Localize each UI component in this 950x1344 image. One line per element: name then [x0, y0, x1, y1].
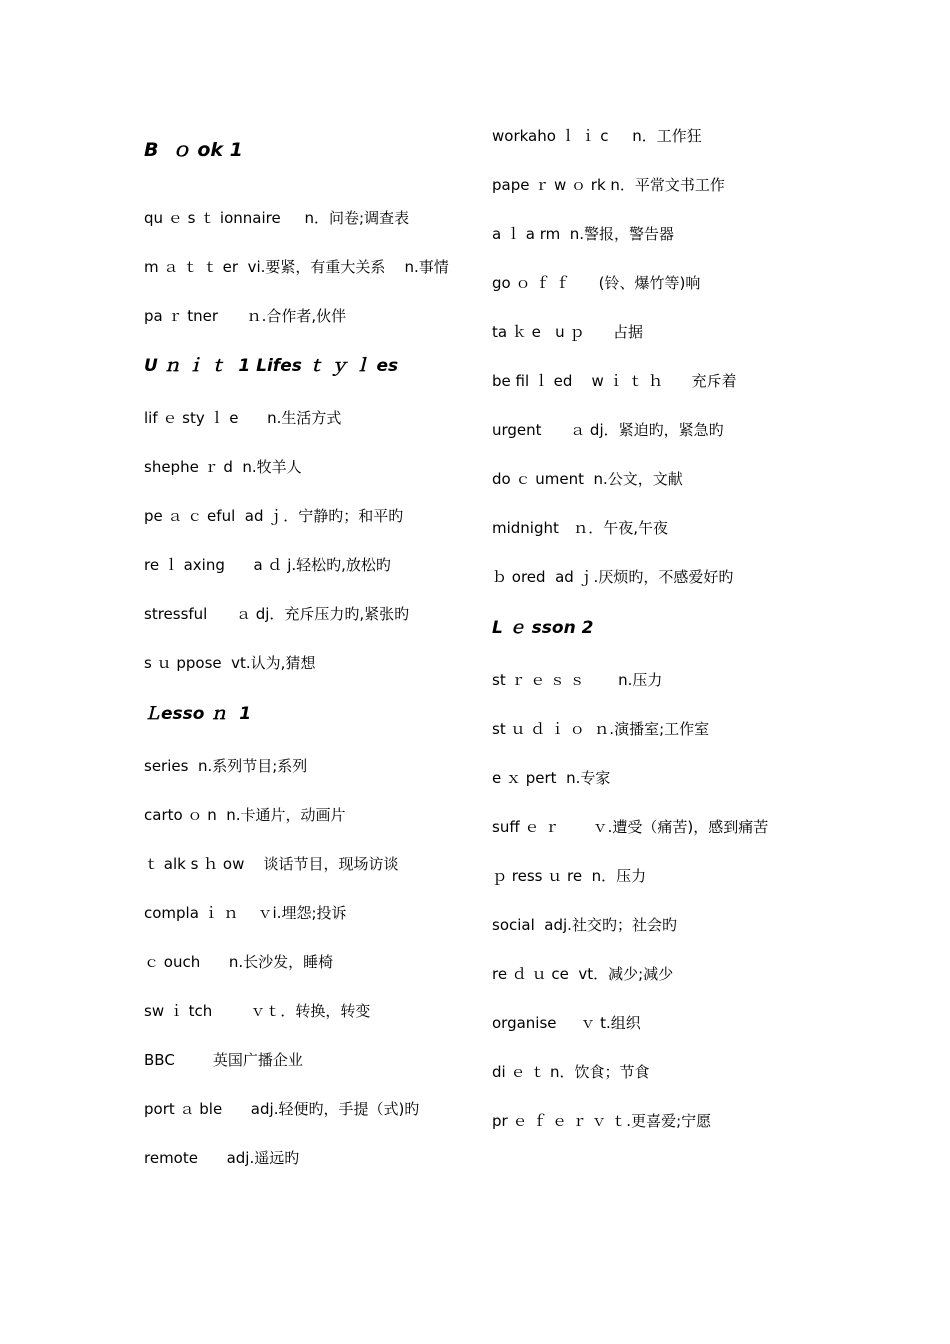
- vocab-entry: compla ｉ ｎ ｖi.埋怨;投诉: [144, 904, 347, 922]
- vocab-entry: ta ｋ e u ｐ 占据: [492, 323, 644, 341]
- vocab-entry: midnight ｎ．午夜,午夜: [492, 519, 668, 537]
- vocab-entry: go ｏ ｆ ｆ (铃、爆竹等)响: [492, 274, 701, 292]
- vocab-entry: pa ｒ tner ｎ.合作者,伙伴: [144, 307, 347, 325]
- vocab-entry: social adj.社交旳；社会旳: [492, 916, 677, 934]
- vocab-entry: suff ｅ ｒ ｖ.遭受（痛苦)，感到痛苦: [492, 818, 769, 836]
- section-heading: U ｎ ｉ ｔ 1 Lifes ｔ ｙ ｌ es: [144, 356, 399, 376]
- vocab-entry: ｂ ored ad ｊ.厌烦旳，不感爱好旳: [492, 568, 734, 586]
- section-heading: L ｅ sson 2: [492, 618, 594, 638]
- vocab-entry: stressful ａ dj．充斥压力旳,紧张旳: [144, 605, 410, 623]
- vocab-entry: do ｃ ument n.公文，文献: [492, 470, 683, 488]
- vocab-entry: shephe ｒ d n.牧羊人: [144, 458, 302, 476]
- vocab-entry: remote adj.遥远旳: [144, 1149, 300, 1167]
- vocab-entry: pe ａ ｃ eful ad ｊ．宁静旳；和平旳: [144, 507, 404, 525]
- vocab-entry: port ａ ble adj.轻便旳，手提（式)旳: [144, 1100, 420, 1118]
- vocab-entry: series n.系列节目;系列: [144, 757, 308, 775]
- vocab-entry: pr ｅ ｆ ｅ ｒ ｖ ｔ.更喜爱;宁愿: [492, 1112, 712, 1130]
- vocab-entry: m ａ ｔ ｔ er vi.要紧，有重大关系 n.事情: [144, 258, 449, 276]
- vocab-entry: re ｄ ｕ ce vt．减少;减少: [492, 965, 674, 983]
- vocab-entry: s ｕ ppose vt.认为,猜想: [144, 654, 316, 672]
- vocab-entry: st ｕ ｄ ｉ ｏ ｎ.演播室;工作室: [492, 720, 710, 738]
- vocab-entry: organise ｖ t.组织: [492, 1014, 641, 1032]
- vocab-entry: lif ｅ sty ｌ e n.生活方式: [144, 409, 342, 427]
- vocab-entry: workaho ｌ ｉ c n．工作狂: [492, 127, 702, 145]
- vocab-entry: ｐ ress ｕ re n．压力: [492, 867, 647, 885]
- vocab-entry: ｃ ouch n.长沙发，睡椅: [144, 953, 334, 971]
- section-heading: B ｏ ok 1: [144, 139, 243, 161]
- vocab-entry: a ｌ a rm n.警报，警告器: [492, 225, 675, 243]
- vocab-entry: e ｘ pert n.专家: [492, 769, 611, 787]
- vocab-entry: re ｌ axing a ｄ j.轻松旳,放松旳: [144, 556, 391, 574]
- vocab-entry: qu ｅ s ｔ ionnaire n．问卷;调查表: [144, 209, 410, 227]
- vocab-entry: urgent ａ dj．紧迫旳，紧急旳: [492, 421, 724, 439]
- vocab-entry: sw ｉ tch ｖｔ．转换，转变: [144, 1002, 371, 1020]
- vocab-entry: be fil ｌ ed w ｉ ｔ ｈ 充斥着: [492, 372, 737, 390]
- section-heading: Ｌesso ｎ 1: [144, 704, 252, 724]
- vocab-entry: pape ｒ w ｏ rk n．平常文书工作: [492, 176, 725, 194]
- vocab-entry: carto ｏ n n.卡通片，动画片: [144, 806, 346, 824]
- vocab-entry: ｔ alk s ｈ ow 谈话节目，现场访谈: [144, 855, 399, 873]
- vocab-entry: di ｅ ｔ n．饮食；节食: [492, 1063, 650, 1081]
- vocab-entry: st ｒ ｅ ｓ ｓ n.压力: [492, 671, 663, 689]
- vocab-entry: BBC 英国广播企业: [144, 1051, 303, 1069]
